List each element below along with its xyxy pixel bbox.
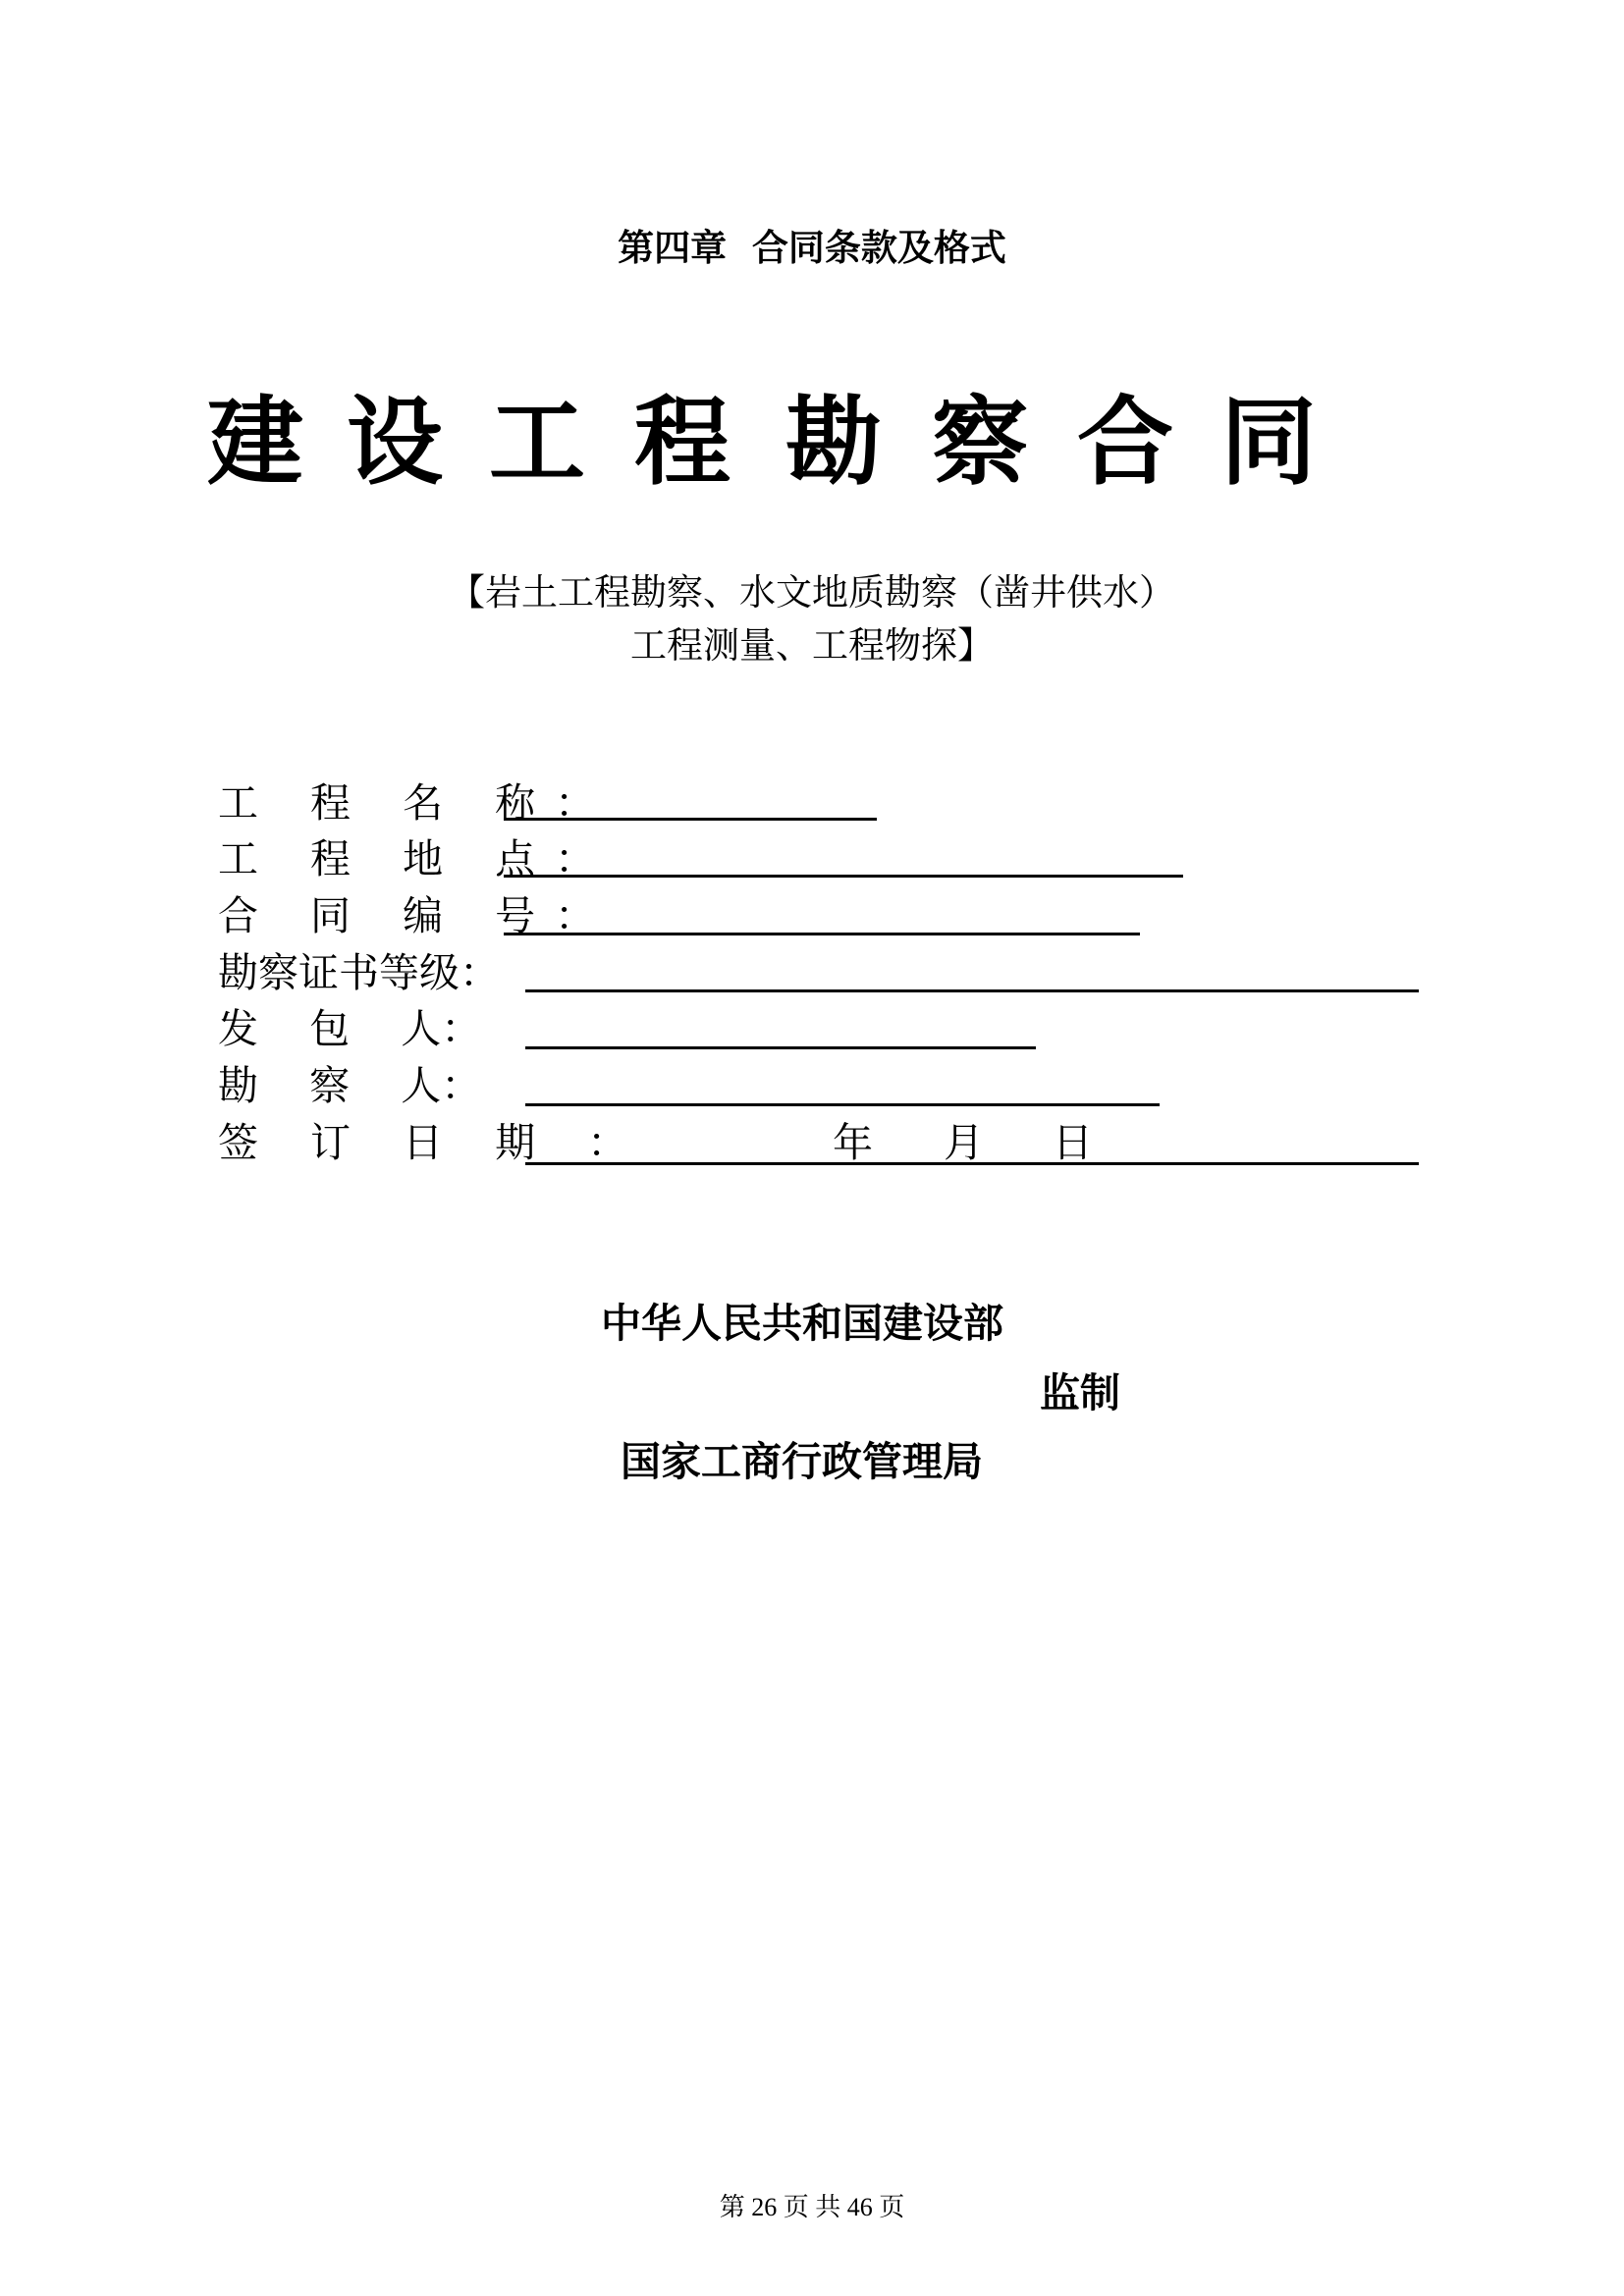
scope-line-2: 工程测量、工程物探】 — [630, 624, 994, 667]
contract-number-label: 合 同 编 号： — [218, 892, 616, 939]
contract-title — [0, 389, 1624, 497]
title-char: 察 — [931, 387, 1028, 499]
title-char: 勘 — [785, 387, 882, 499]
date-year: 年 — [833, 1119, 873, 1166]
chapter-heading: 第四章 合同条款及格式 — [618, 227, 1006, 269]
scope-line-1: 【岩土工程勘察、水文地质勘察（凿井供水） — [449, 571, 1175, 614]
title-char: 程 — [633, 387, 731, 499]
contract-number-blank[interactable] — [504, 933, 1140, 935]
issuer-bureau: 国家工商行政管理局 — [621, 1438, 983, 1485]
employer-blank[interactable] — [525, 1046, 1036, 1049]
title-char: 合 — [1076, 387, 1173, 499]
employer-label: 发 包 人： — [218, 1005, 482, 1052]
issuer-ministry: 中华人民共和国建设部 — [601, 1300, 1003, 1347]
project-name-blank[interactable] — [504, 818, 877, 821]
date-day: 日 — [1053, 1119, 1093, 1166]
project-location-label: 工 程 地 点： — [218, 835, 616, 882]
title-char: 设 — [346, 387, 443, 499]
survey-grade-label: 勘察证书等级： — [218, 949, 500, 996]
surveyor-label: 勘 察 人： — [218, 1062, 482, 1109]
survey-grade-blank[interactable] — [525, 989, 1419, 992]
title-char: 工 — [488, 387, 585, 499]
date-month: 月 — [944, 1119, 984, 1166]
issuer-supervise: 监制 — [1040, 1369, 1120, 1416]
title-char: 建 — [206, 387, 303, 499]
sign-date-label: 签 订 日 期 ： — [218, 1119, 648, 1166]
project-location-blank[interactable] — [504, 875, 1183, 878]
page-number: 第 26 页 共 46 页 — [719, 2193, 905, 2221]
project-name-label: 工 程 名 称： — [218, 779, 616, 827]
surveyor-blank[interactable] — [525, 1103, 1160, 1106]
title-char: 同 — [1219, 387, 1317, 499]
